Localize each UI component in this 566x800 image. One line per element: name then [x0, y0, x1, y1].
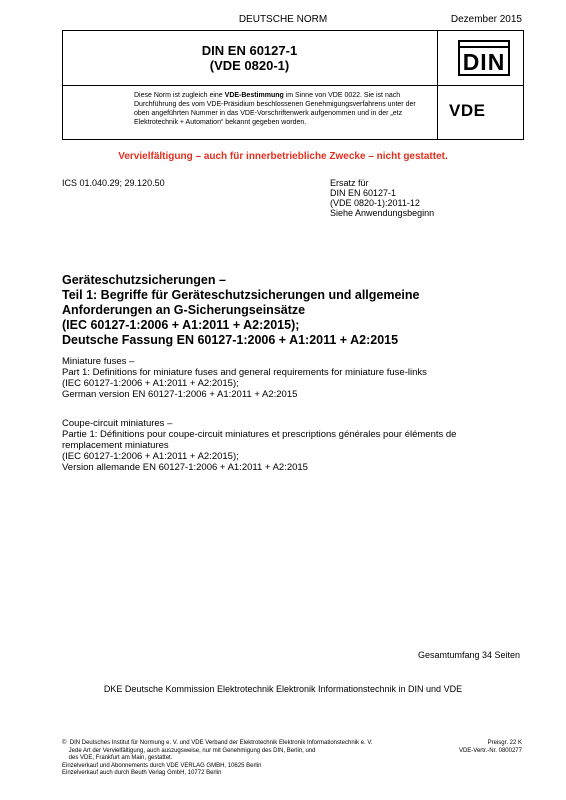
footer-line: Einzelverkauf und Abonnements durch VDE VERLAG GMBH, 10625 Berlin: [62, 762, 262, 769]
title-german-line: Deutsche Fassung EN 60127-1:2006 + A1:2011 + A2:2015: [62, 333, 399, 347]
title-french-line: Partie 1: Définitions pour coupe-circuit miniatures et prescriptions générales pour éléments de: [62, 429, 457, 440]
title-english: [62, 356, 532, 400]
vde-note-bold: VDE-Bestimmung: [224, 92, 284, 99]
title-english-line: Miniature fuses –: [62, 356, 135, 367]
vde-logo: VDE: [449, 101, 486, 120]
replacement-line: Siehe Anwendungsbeginn: [330, 208, 435, 218]
header-date: Dezember 2015: [450, 14, 522, 25]
document-number: DIN EN 60127-1: [201, 43, 298, 58]
din-logo-text: DIN: [462, 49, 506, 75]
title-french-line: Coupe-circuit miniatures –: [62, 418, 173, 429]
footer-line: Jede Art der Vervielfältigung, auch auszugsweise, nur mit Genehmigung des DIN, Berlin, und: [62, 747, 316, 754]
title-french-line: (IEC 60127-1:2006 + A1:2011 + A2:2015);: [62, 451, 239, 462]
header-norm-label: DEUTSCHE NORM: [238, 14, 328, 25]
footer-copyright: [62, 740, 422, 778]
document-number-block: [62, 43, 437, 73]
title-french-line: remplacement miniatures: [62, 440, 169, 451]
footer-line: des VDE, Frankfurt am Main, gestattet.: [62, 755, 173, 761]
copy-warning: Vervielfältigung – auch für innerbetriebliche Zwecke – nicht gestattet.: [118, 151, 448, 162]
dke-statement: DKE Deutsche Kommission Elektrotechnik Elektronik Informationstechnik in DIN und VDE: [103, 684, 463, 694]
footer-price: [459, 740, 522, 755]
title-german-line: Teil 1: Begriffe für Geräteschutzsicherungen und allgemeine: [62, 288, 420, 302]
title-german-line: (IEC 60127-1:2006 + A1:2011 + A2:2015);: [62, 318, 300, 332]
title-english-line: (IEC 60127-1:2006 + A1:2011 + A2:2015);: [62, 378, 239, 389]
replacement-line: DIN EN 60127-1: [330, 188, 397, 198]
vde-distribution-number: VDE-Vertr.-Nr. 0800277: [458, 747, 522, 754]
page-count: Gesamtumfang 34 Seiten: [417, 650, 520, 660]
footer-line: © DIN Deutsches Institut für Normung e. V. und VDE Verband der Elektrotechnik Elektronik Informationstechnik e. V.: [62, 740, 373, 746]
vde-number: (VDE 0820-1): [209, 58, 290, 73]
title-english-line: Part 1: Definitions for miniature fuses and general requirements for miniature fuse-links: [62, 367, 427, 378]
title-french: [62, 418, 532, 473]
replacement-line: Ersatz für: [330, 178, 369, 188]
replacement-line: (VDE 0820-1):2011-12: [330, 198, 420, 208]
title-english-line: German version EN 60127-1:2006 + A1:2011 + A2:2015: [62, 389, 298, 400]
din-logo: [458, 40, 510, 76]
vde-bestimmung-note: [134, 91, 430, 127]
title-german-line: Geräteschutzsicherungen –: [62, 273, 226, 287]
title-french-line: Version allemande EN 60127-1:2006 + A1:2011 + A2:2015: [62, 462, 308, 473]
footer-line: Einzelverkauf auch durch Beuth Verlag GmbH, 10772 Berlin: [62, 770, 222, 776]
price-group: Preisgr. 22 K: [487, 740, 522, 746]
vde-note-post: im Sinne von VDE 0022. Sie ist nach Durchführung des vom VDE-Präsidium beschlossenen Genehmigungsverfahrens unter der oben angeführten Nummer in das VDE-Vorschriftenwerk aufgenommen und in der „etz Elektrotechnik + Automation“ bekannt gegeben worden.: [134, 92, 416, 126]
ics-code: ICS 01.040.29; 29.120.50: [62, 178, 165, 188]
title-german-line: Anforderungen an G-Sicherungseinsätze: [62, 303, 306, 317]
replacement-info: [330, 178, 434, 218]
title-box-divider-horizontal: [62, 85, 524, 86]
title-german: [62, 273, 532, 348]
vde-note-pre: Diese Norm ist zugleich eine: [134, 92, 225, 99]
